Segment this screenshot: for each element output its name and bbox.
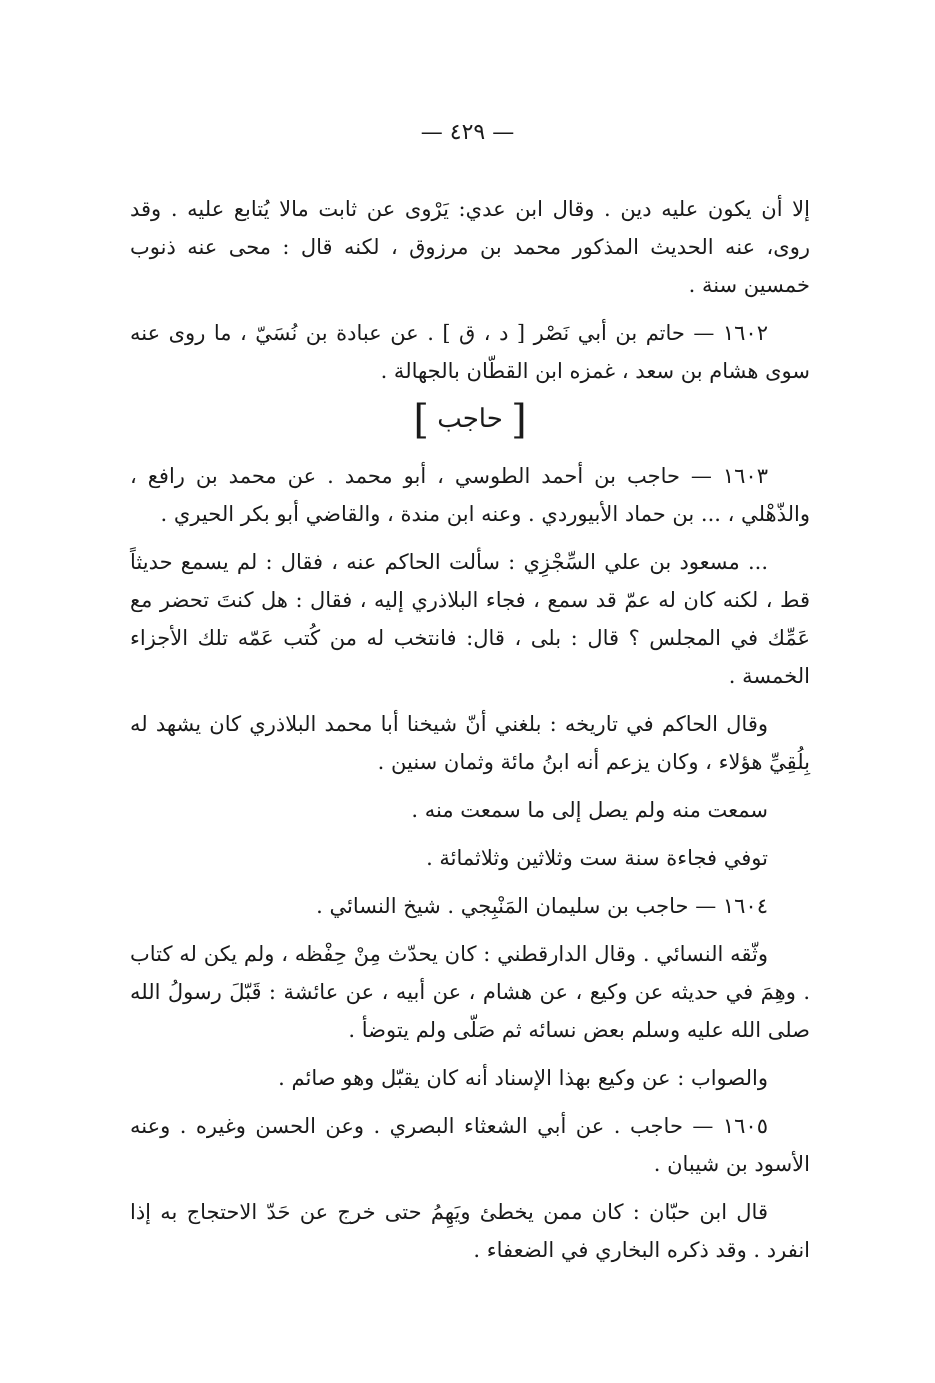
paragraph: وقال الحاكم في تاريخه : بلغني أنّ شيخنا أبا محمد البلاذري كان يشهد له بِلُقِيِّ هؤلاء ، وكان يزعم أنه ابنُ مائة وثمان سنين .: [130, 712, 810, 774]
paragraph: وثّقه النسائي . وقال الدارقطني : كان يحدّث مِنْ حِفْظه ، ولم يكن له كتاب . وهِمَ في حديثه عن وكيع ، عن هشام ، عن أبيه ، عن عائشة : قَبّلَ رسولُ الله صلى الله عليه وسلم بعض نسائه ثم صَلّى ولم يتوضأ .: [130, 942, 810, 1042]
section-heading-text: حاجب: [437, 404, 503, 434]
paragraph: ... مسعود بن علي السِّجْزِي : سألت الحاكم عنه ، فقال : لم يسمع حديثاً قط ، لكنه كان له عمّ قد سمع ، فجاء البلاذري إليه ، فقال : هل كنتَ تحضر مع عَمِّك في المجلس ؟ قال : بلى ، قال: فانتخب له من كُتب عَمّه تلك الأجزاء الخمسة .: [130, 550, 810, 688]
paragraph: ١٦٠٤ — حاجب بن سليمان المَنْبِجي . شيخ النسائي .: [316, 894, 768, 918]
page-body: [130, 190, 810, 1279]
page-number: — ٤٢٩ —: [420, 120, 515, 145]
paragraph: ١٦٠٣ — حاجب بن أحمد الطوسي ، أبو محمد . عن محمد بن رافع ، والذّهْلي ، ... بن حماد الأبيوردي . وعنه ابن مندة ، والقاضي أبو بكر الحيري .: [130, 464, 810, 526]
paragraph: توفي فجاءة سنة ست وثلاثين وثلاثمائة .: [426, 846, 768, 870]
paragraph: ١٦٠٥ — حاجب . عن أبي الشعثاء البصري . وعن الحسن وغيره . وعنه الأسود بن شيبان .: [130, 1114, 810, 1176]
paragraph: والصواب : عن وكيع بهذا الإسناد أنه كان يقبّل وهو صائم .: [278, 1066, 768, 1090]
section-heading: [ حاجب ]: [413, 397, 527, 443]
paragraph: ١٦٠٢ — حاتم بن أبي نَصْر [ د ، ق ] . عن عبادة بن نُسَيّ ، ما روى عنه سوى هشام بن سعد ، غمزه ابن القطّان بالجهالة .: [130, 321, 810, 383]
paragraph: إلا أن يكون عليه دين . وقال ابن عدي: يَرْوى عن ثابت مالا يُتابع عليه . وقد روى، عنه الحديث المذكور محمد بن مرزوق ، لكنه قال : محى عنه ذنوب خمسين سنة .: [130, 197, 810, 297]
paragraph: قال ابن حبّان : كان ممن يخطئ ويَهِمُ حتى خرج عن حَدّ الاحتجاج به إذا انفرد . وقد ذكره البخاري في الضعفاء .: [130, 1200, 810, 1262]
paragraph: سمعت منه ولم يصل إلى ما سمعت منه .: [411, 798, 768, 822]
